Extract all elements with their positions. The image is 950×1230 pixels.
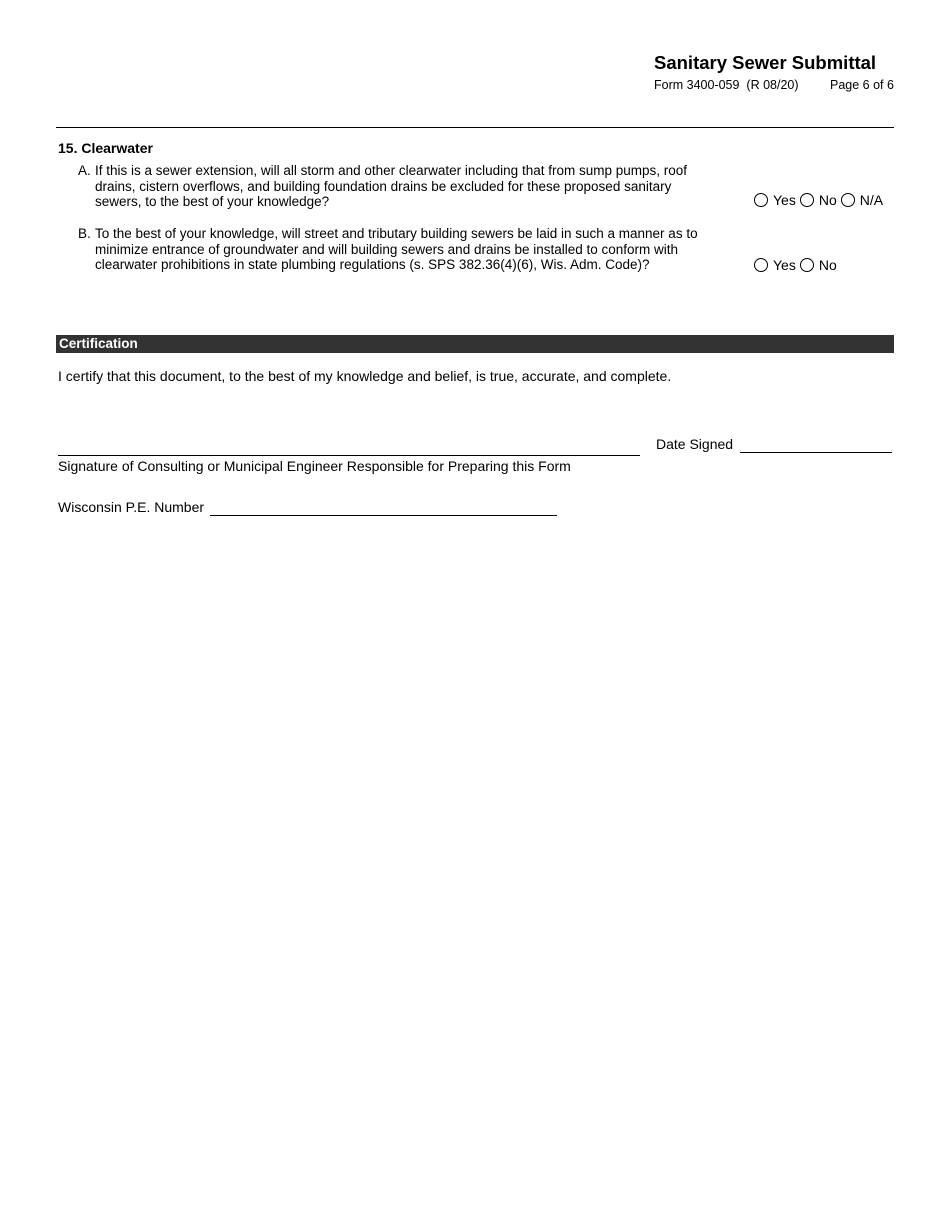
certification-title: Certification [59,336,138,351]
question-a-options [754,192,887,208]
question-a-label-na: N/A [859,192,884,208]
certification-statement: I certify that this document, to the best of my knowledge and belief, is true, accurate, and complete. [58,368,672,384]
question-a-letter: A. [78,163,91,178]
date-signed-field[interactable] [740,452,892,453]
question-b-label-yes: Yes [773,257,796,273]
page-number: Page 6 of 6 [830,78,894,92]
question-b-line: clearwater prohibitions in state plumbing regulations (s. SPS 382.36(4)(6), Wis. Adm. Code)? [95,257,650,272]
question-b-radio-no[interactable] [800,258,814,272]
form-number: Form 3400-059 (R 08/20) [654,78,799,92]
signature-label: Signature of Consulting or Municipal Engineer Responsible for Preparing this Form [58,458,571,474]
pe-number-label: Wisconsin P.E. Number [58,499,205,515]
question-a-radio-yes[interactable] [754,193,768,207]
question-a-radio-na[interactable] [841,193,855,207]
question-b-text [95,226,735,273]
question-a-label-yes: Yes [773,192,796,208]
date-signed-label: Date Signed [656,436,734,452]
question-a-radio-no[interactable] [800,193,814,207]
question-a-text [95,163,735,210]
pe-number-field[interactable] [210,515,557,516]
question-a-line: sewers, to the best of your knowledge? [95,194,330,209]
certification-header-bar [56,335,894,353]
question-a-line: If this is a sewer extension, will all storm and other clearwater including that from sump pumps, roof [95,163,688,178]
form-title: Sanitary Sewer Submittal [654,52,877,73]
question-b-radio-yes[interactable] [754,258,768,272]
question-b-line: To the best of your knowledge, will street and tributary building sewers be laid in such a manner as to [95,226,698,241]
question-a-label-no: No [818,192,837,208]
question-b-options [754,257,841,273]
section-title-clearwater: 15. Clearwater [58,140,153,156]
signature-field[interactable] [58,455,640,456]
question-a-line: drains, cistern overflows, and building foundation drains be excluded for these proposed sanitary [95,178,672,194]
question-b-line: minimize entrance of groundwater and will building sewers and drains be installed to conform with [95,241,679,257]
question-b-label-no: No [818,257,837,273]
header-divider [56,127,894,128]
question-b-letter: B. [78,226,91,241]
